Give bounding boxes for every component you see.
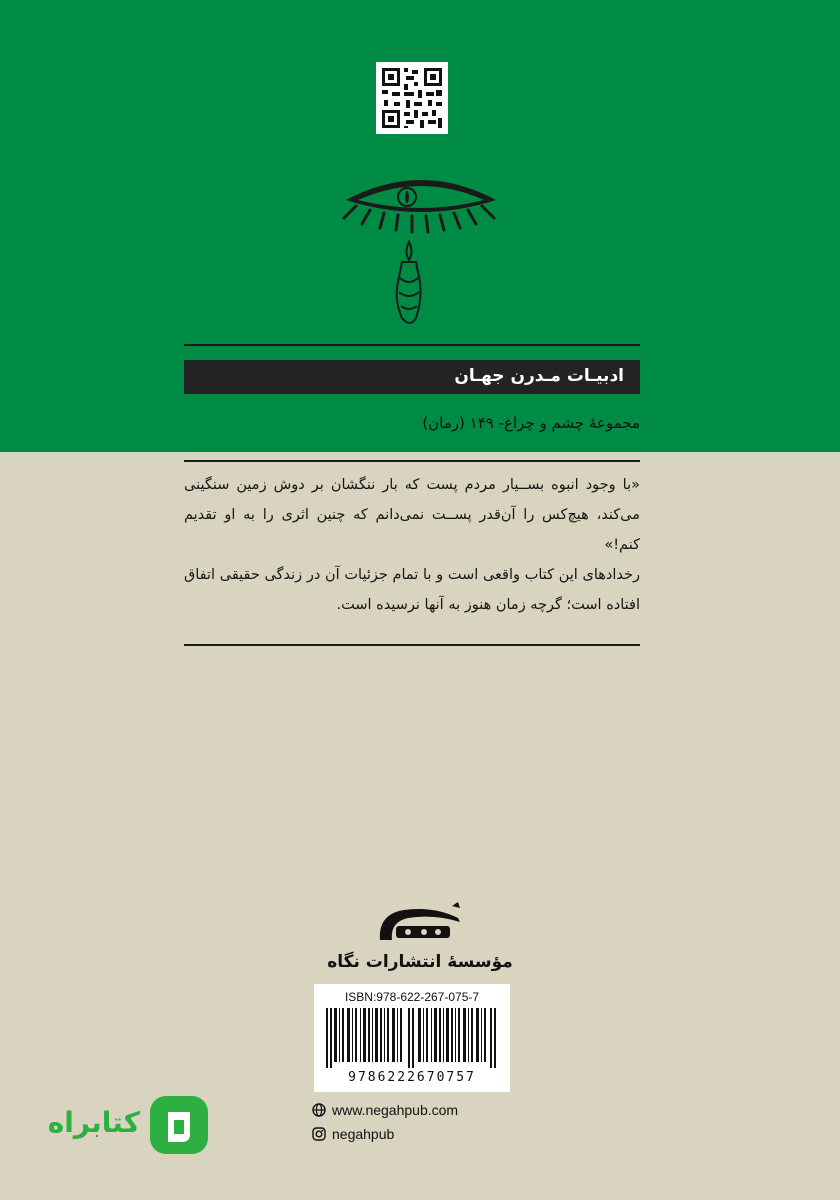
website-row[interactable] (312, 1102, 532, 1118)
series-title: ادبیـات مـدرن جهـان (184, 360, 640, 394)
blurb-quote: «با وجود انبوه بســیار مردم پست که بار ننگشان بر دوش زمین سنگینی می‌کند، هیچ‌کس را آن‌قدر پســت نمی‌دانم که چنین اثری را به او تقدیم کنم!» (184, 477, 640, 553)
blurb-description: رخدادهای این کتاب واقعی است و با تمام جزئیات آن در زندگی حقیقی اتفاق افتاده است؛ گرچه زمان هنوز به آنها نرسیده است. (184, 567, 640, 613)
publisher-logo (374, 900, 466, 948)
globe-icon (312, 1103, 326, 1117)
store-name[interactable]: کتابراه (47, 1106, 140, 1139)
store-logo-icon[interactable] (148, 1094, 210, 1156)
divider-top (184, 344, 640, 346)
qr-code[interactable] (376, 62, 448, 134)
eye-and-lamp-emblem (336, 178, 506, 338)
barcode (314, 984, 510, 1092)
divider-bottom (184, 644, 640, 646)
blurb (184, 470, 640, 620)
instagram-icon (312, 1127, 326, 1141)
divider-middle (184, 460, 640, 462)
website-link[interactable]: www.negahpub.com (332, 1102, 459, 1118)
barcode-number: 9786222670757 (348, 1070, 476, 1085)
isbn-label: ISBN:978-622-267-075-7 (344, 990, 480, 1004)
barcode-bars (326, 1008, 498, 1068)
instagram-handle[interactable]: negahpub (332, 1126, 395, 1142)
instagram-row[interactable] (312, 1126, 532, 1142)
publisher-name: مؤسسهٔ انتشارات نگاه (327, 952, 513, 972)
collection-label: مجموعهٔ چشم و چراغ- ۱۴۹ (رمان) (422, 414, 640, 432)
